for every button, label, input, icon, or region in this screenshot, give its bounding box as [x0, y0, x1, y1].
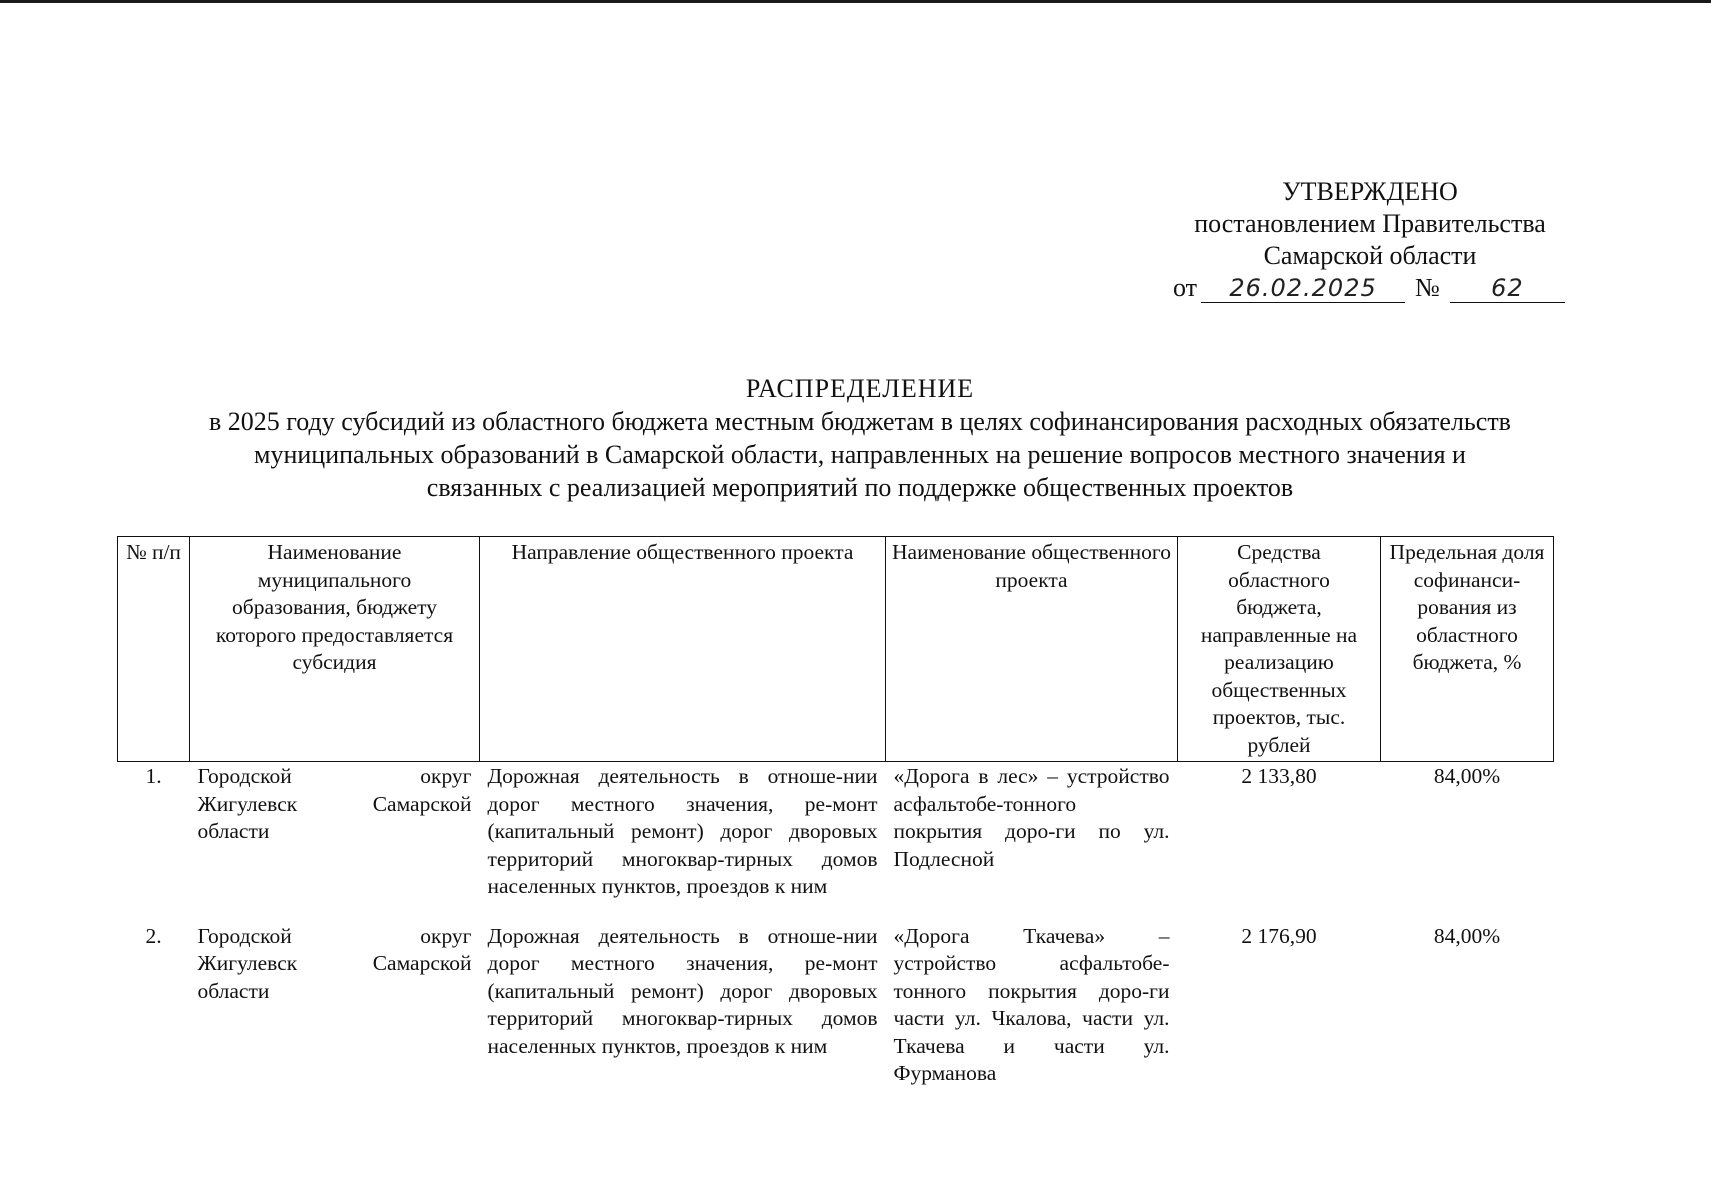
- document-subtitle-line-3: связанных с реализацией мероприятий по поддержке общественных проектов: [426, 473, 1294, 502]
- municipality-word: округ: [420, 764, 472, 788]
- municipality-word: области: [197, 978, 270, 1003]
- row-number: 2.: [145, 923, 162, 948]
- table-row: [118, 922, 1554, 1109]
- municipality-word: Самарской: [372, 791, 472, 816]
- municipality-word: округ: [420, 923, 472, 948]
- handwritten-date: 26.02.2025: [1201, 274, 1405, 303]
- municipality-cell: [190, 762, 480, 922]
- municipality-line: [198, 950, 472, 978]
- municipality-line: [198, 923, 472, 951]
- project-direction-cell: Дорожная деятельность в отноше-нии дорог местного значения, ре-монт (капитальный ремонт) дорог дворовых территорий многоквар-тирных домов населенных пунктов, проездов к ним: [487, 764, 878, 898]
- project-name-cell: «Дорога в лес» – устройство асфальтобе-тонного покрытия доро-ги по ул. Подлесной: [893, 764, 1170, 871]
- handwritten-number: 62: [1450, 274, 1565, 303]
- header-project-direction: Направление общественного проекта: [480, 537, 886, 762]
- document-heading: [100, 372, 1620, 504]
- table-header-row: [118, 537, 1554, 762]
- header-number: № п/п: [118, 537, 190, 762]
- project-name-cell: «Дорога Ткачева» – устройство асфальтобе-тонного покрытия доро-ги части ул. Чкалова, части ул. Ткачева и части ул. Фурманова: [893, 923, 1170, 1085]
- document-subtitle-line-1: в 2025 году субсидий из областного бюджета местным бюджетам в целях софинансирования расходных обязательств: [209, 407, 1511, 436]
- municipality-line: [198, 791, 472, 819]
- cofinancing-share-cell: 84,00%: [1433, 923, 1501, 948]
- municipality-word: Городской: [197, 923, 292, 948]
- municipality-line: [198, 763, 472, 791]
- document-subtitle-line-2: муниципальных образований в Самарской области, направленных на решение вопросов местного значения и: [254, 440, 1466, 469]
- header-budget-funds: Средства областного бюджета, направленные на реализацию общественных проектов, тыс. рублей: [1178, 537, 1381, 762]
- municipality-cell: [190, 922, 480, 1109]
- subsidy-distribution-table: [117, 536, 1554, 1109]
- project-direction-cell: Дорожная деятельность в отноше-нии дорог местного значения, ре-монт (капитальный ремонт) дорог дворовых территорий многоквар-тирных домов населенных пунктов, проездов к ним: [487, 923, 878, 1058]
- municipality-word: Жигулевск: [197, 951, 298, 975]
- document-title: РАСПРЕДЕЛЕНИЕ: [745, 374, 975, 403]
- municipality-word: Городской: [197, 764, 292, 788]
- scan-top-edge: [0, 0, 1711, 3]
- cofinancing-share-cell: 84,00%: [1433, 764, 1501, 788]
- municipality-line: [198, 818, 472, 846]
- number-prefix: №: [1415, 273, 1440, 302]
- approval-issuer: постановлением Правительства: [1194, 209, 1546, 238]
- row-number: 1.: [145, 764, 162, 788]
- municipality-word: Жигулевск: [197, 791, 298, 816]
- header-municipality: Наименование муниципального образования, бюджету которого предоставляется субсидия: [190, 537, 480, 762]
- header-project-name: Наименование общественного проекта: [886, 537, 1178, 762]
- date-prefix: от: [1173, 273, 1198, 302]
- approval-stamp: [1160, 176, 1580, 304]
- approval-region: Самарской области: [1263, 241, 1477, 270]
- municipality-line: [198, 978, 472, 1006]
- budget-amount-cell: 2 133,80: [1241, 764, 1317, 788]
- approval-date-row: [1160, 272, 1580, 304]
- municipality-word: Самарской: [372, 951, 472, 975]
- approval-title: УТВЕРЖДЕНО: [1282, 177, 1458, 206]
- budget-amount-cell: 2 176,90: [1241, 923, 1317, 948]
- municipality-word: области: [197, 819, 270, 843]
- table-row: [118, 762, 1554, 922]
- header-cofinancing-share: Предельная доля софинанси-рования из областного бюджета, %: [1381, 537, 1554, 762]
